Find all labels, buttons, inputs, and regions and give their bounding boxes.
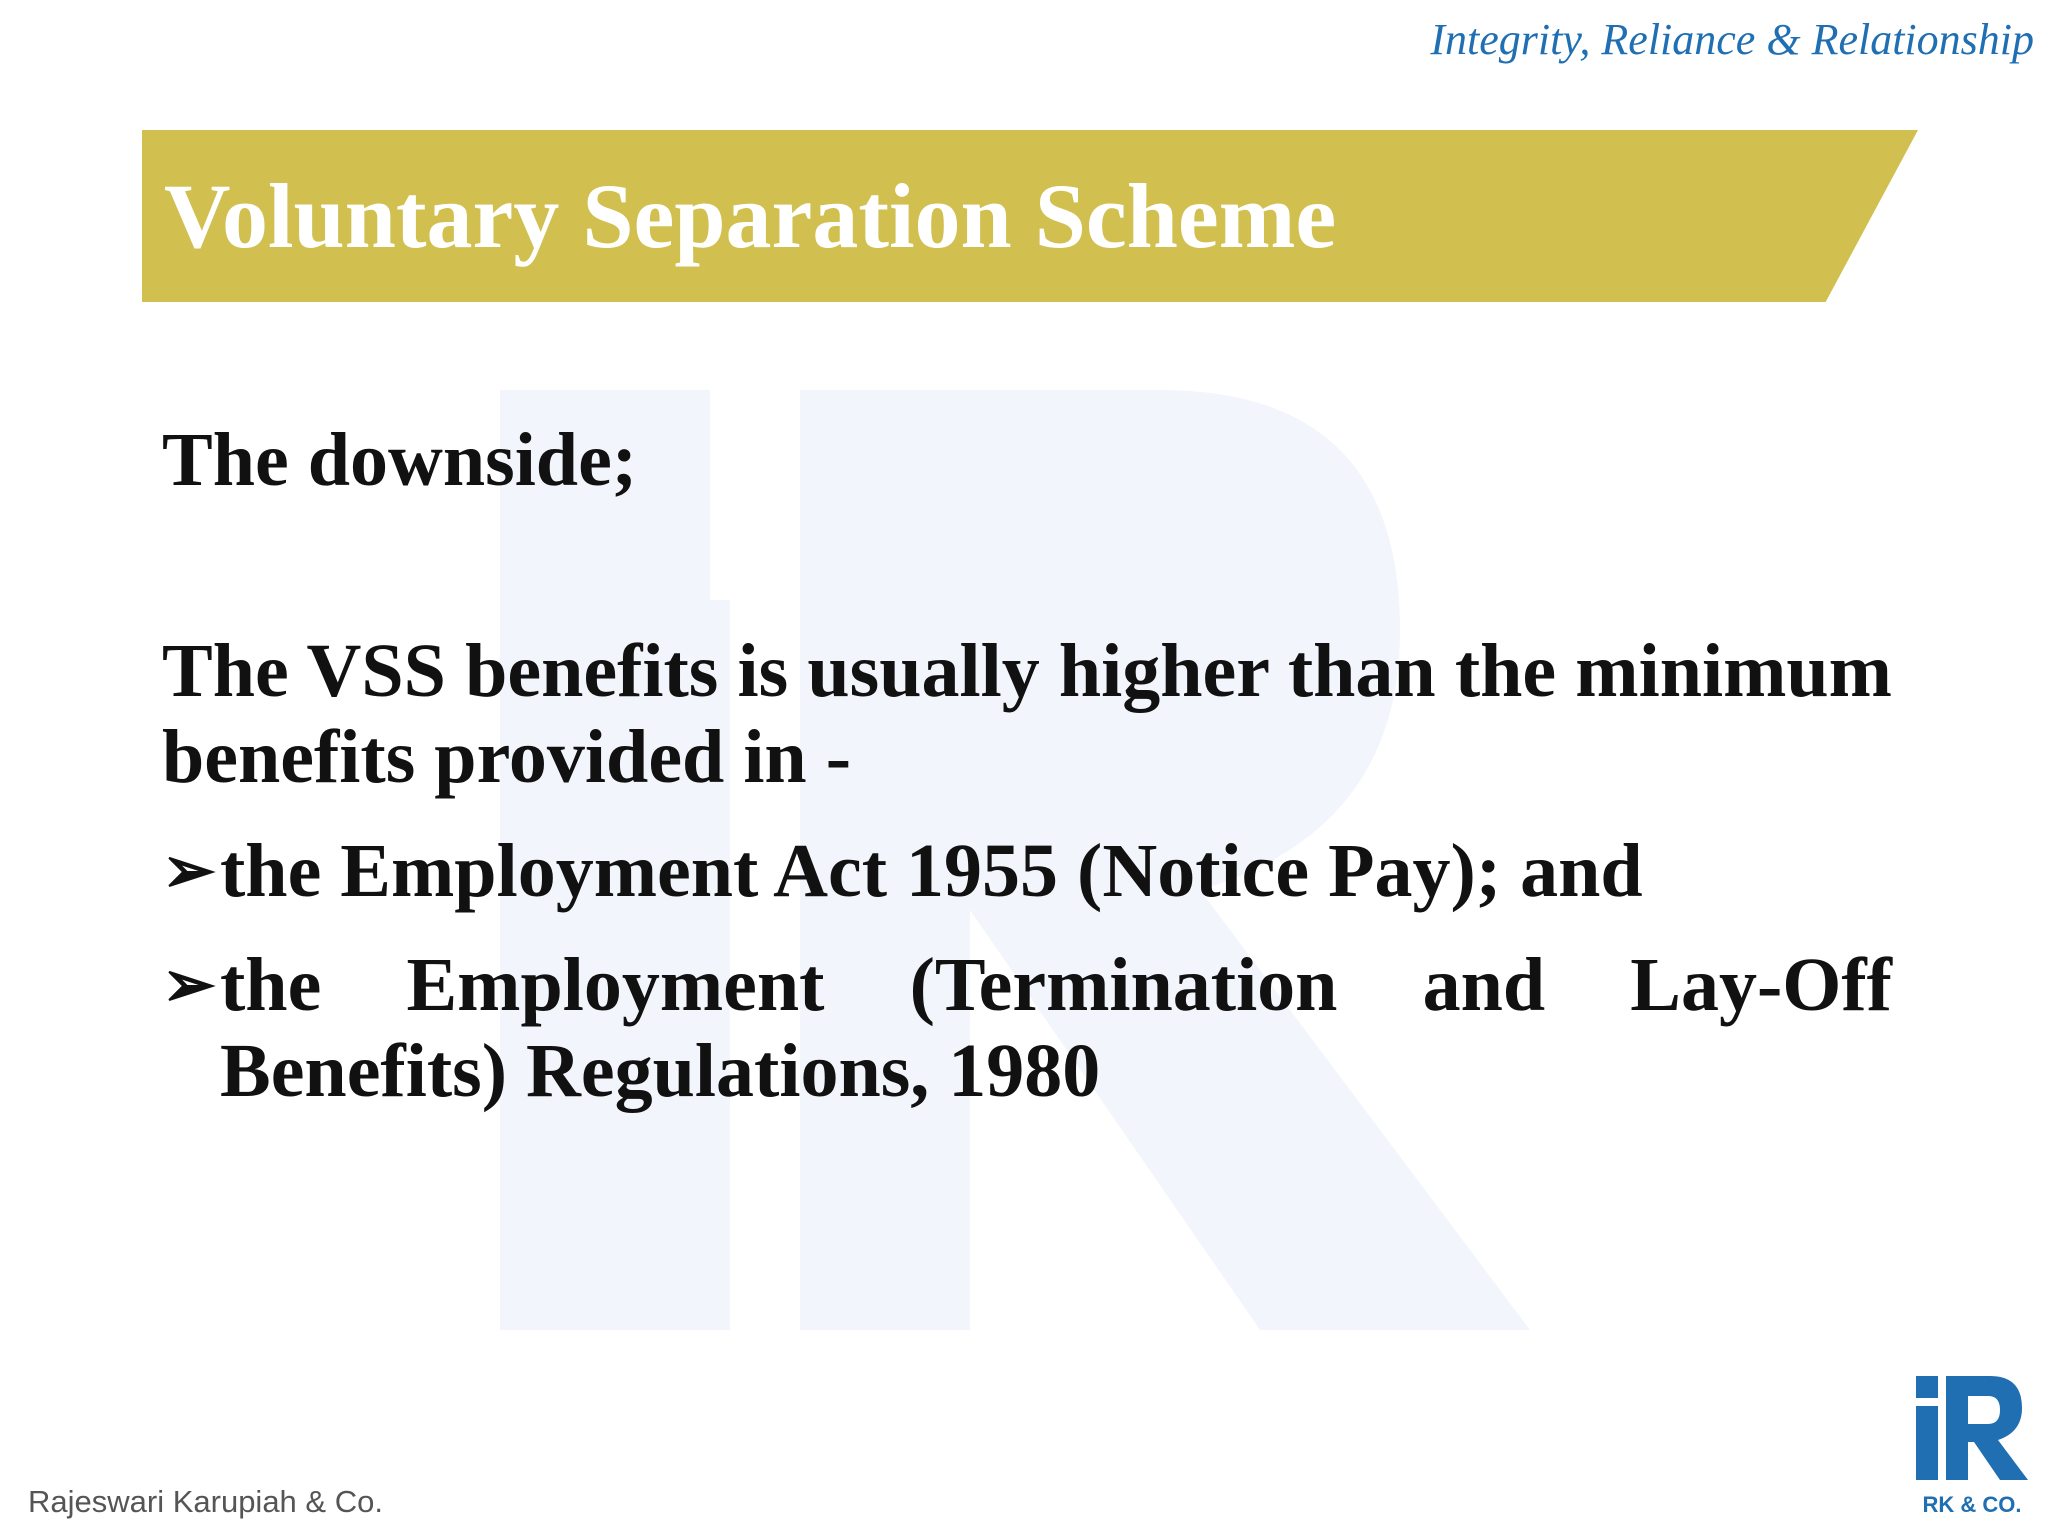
downside-heading: The downside;	[162, 418, 638, 502]
logo-caption: RK & CO.	[1922, 1492, 2022, 1517]
bullet-item	[162, 828, 1892, 914]
arrow-bullet-icon: ➢	[162, 949, 216, 1020]
ir-logo-graphic	[1912, 1372, 2032, 1484]
bullet-item	[162, 942, 1892, 1114]
tagline: Integrity, Reliance & Relationship	[1430, 15, 2034, 64]
slide-title: Voluntary Separation Scheme	[164, 165, 1337, 267]
bullet-text: the Employment Act 1955 (Notice Pay); and	[220, 829, 1643, 913]
slide-content	[162, 412, 1892, 1114]
bullet-text: the Employment (Termination and Lay-Off Benefits) Regulations, 1980	[220, 943, 1892, 1113]
footer-company: Rajeswari Karupiah & Co.	[28, 1484, 383, 1519]
ir-logo-icon	[1912, 1372, 2032, 1517]
arrow-bullet-icon: ➢	[162, 835, 216, 906]
benefits-paragraph: The VSS benefits is usually higher than the minimum benefits provided in -	[162, 629, 1892, 799]
